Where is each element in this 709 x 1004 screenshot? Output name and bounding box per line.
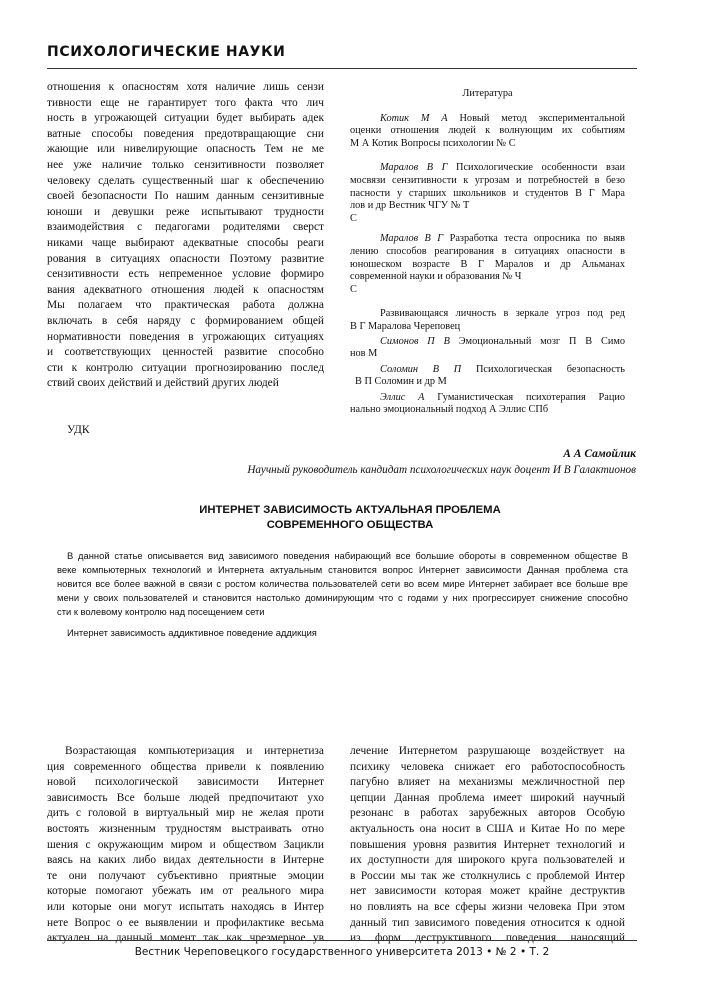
reference-text: С bbox=[350, 212, 357, 224]
text-line: ность в угрожающей ситуации будет выбирать адек bbox=[47, 112, 324, 125]
text-line: или которые они могут испытать находясь в Интер bbox=[47, 900, 324, 913]
article-keywords: Интернет зависимость аддиктивное поведение аддикция bbox=[67, 627, 317, 638]
reference-text: Психологические особенности взаи bbox=[456, 162, 625, 174]
text-line: резонанс в работах зарубежных авторов Особую bbox=[350, 807, 625, 820]
text-line: ватные способы поведения предотвращающие сни bbox=[47, 127, 324, 140]
article-title-line-2: СОВРЕМЕННОГО ОБЩЕСТВА bbox=[266, 519, 434, 531]
text-line: включать в себя наряду с формированием общей bbox=[47, 314, 324, 327]
reference-text: В П Соломин и др М bbox=[355, 376, 447, 388]
text-line: нее уже наличие только сензитивности позволяет bbox=[47, 158, 324, 171]
article-author: А А Самойлик bbox=[563, 448, 636, 460]
reference-author: Соломин В П bbox=[380, 363, 462, 375]
text-line: психику человека снижает его работоспособность bbox=[350, 760, 625, 773]
reference-item bbox=[350, 113, 625, 151]
text-line: тивности еще не гарантирует того факта что лич bbox=[47, 96, 324, 109]
text-line: которые помогают убежать им от реального мира bbox=[47, 885, 324, 898]
reference-text: пасности у старших школьников и студентов В Г Мара bbox=[350, 187, 625, 199]
reference-item bbox=[350, 308, 625, 333]
reference-author: Маралов В Г bbox=[380, 162, 448, 174]
reference-text: юношеском возрасте В Г Маралов и др Альманах bbox=[350, 258, 625, 270]
abstract-line: новится все более важной в связи с ростом количества пользователей сети во всем мире Интернет забирает все больше вре bbox=[57, 578, 628, 589]
text-line: данный тип зависимого поведения относится к одной bbox=[350, 916, 625, 929]
text-line: лечение Интернетом разрушающе воздействует на bbox=[350, 745, 625, 757]
article-title-line-1: ИНТЕРНЕТ ЗАВИСИМОСТЬ АКТУАЛЬНАЯ ПРОБЛЕМА bbox=[199, 504, 501, 516]
reference-item bbox=[350, 392, 625, 417]
reference-text: Психологическая безопасность bbox=[475, 363, 626, 375]
text-line: в России мы так же столкнулись с проблемой Интер bbox=[350, 869, 625, 882]
section-header: ПСИХОЛОГИЧЕСКИЕ НАУКИ bbox=[47, 44, 286, 60]
text-line: ция современного общества привели к появлению bbox=[47, 760, 324, 773]
reference-text: В Г Маралова Череповец bbox=[350, 320, 461, 332]
reference-text: оценки отношения людей к волнующим их событиям bbox=[350, 125, 625, 137]
text-line: ваясь на каких либо видах деятельности в Интерне bbox=[47, 854, 324, 867]
udk-label: УДК bbox=[67, 424, 90, 436]
reference-text: Эмоциональный мозг П В Симо bbox=[458, 335, 626, 347]
text-line: зависимость Все больше людей предпочитают ухо bbox=[47, 791, 324, 804]
abstract-line: В данной статье описывается вид зависимого поведения набирающий все большие обороты в современном обществе В bbox=[67, 550, 628, 561]
body-right-column bbox=[350, 744, 625, 947]
scientific-advisor: Научный руководитель кандидат психологических наук доцент И В Галактионов bbox=[247, 464, 636, 476]
text-line: рования в ситуациях опасности Поэтому развитие bbox=[47, 252, 324, 265]
reference-text: лению способов реагирования в ситуациях опасности в bbox=[350, 245, 625, 257]
reference-text: мосвязи сензитивности к угрозам и потребностей в безо bbox=[350, 174, 625, 186]
reference-author: Симонов П В bbox=[380, 335, 450, 347]
text-line: Мы полагаем что практическая работа должна bbox=[47, 299, 324, 312]
text-line: их доступности для широкого круга пользователей и bbox=[350, 854, 625, 867]
reference-text: М А Котик Вопросы психологии № С bbox=[350, 137, 516, 149]
text-line: дить с головой в виртуальный мир не желая проти bbox=[47, 807, 324, 820]
text-line: востоять жизненным трудностям выстраивать отно bbox=[47, 822, 324, 835]
text-line: взаимодействия с педагогами родителями сверст bbox=[47, 221, 324, 234]
text-line: сти к контролю ситуации прогнозированию послед bbox=[47, 361, 324, 374]
text-line: те они получают субъективно приятные эмоции bbox=[47, 869, 324, 882]
text-line: ствий своих действий и действий других людей bbox=[47, 377, 279, 390]
reference-text: Гуманистическая психотерапия Рацио bbox=[437, 391, 625, 403]
text-line: нете Вопрос о ее выявлении и профилактике весьма bbox=[47, 916, 324, 929]
abstract-line: мени у своих пользователей и становится настолько доминирующим что с годами у них прогрессирует снижение способно bbox=[57, 592, 628, 603]
reference-text: лов и др Вестник ЧГУ № Т bbox=[350, 200, 470, 212]
reference-author: Эллис А bbox=[380, 391, 425, 403]
reference-text: Развивающаяся личность в зеркале угроз под ред bbox=[380, 308, 625, 320]
reference-text: Новый метод экспериментальной bbox=[459, 112, 625, 124]
text-line: никами чаще выбирают адекватные способы реаги bbox=[47, 236, 324, 249]
text-line: вания адекватного отношения людей к опасностям bbox=[47, 283, 324, 296]
footer-divider bbox=[47, 940, 637, 941]
reference-text: нально эмоциональный подход А Эллис СПб bbox=[350, 404, 549, 416]
text-line: новой психологической зависимости Интернет bbox=[47, 776, 324, 789]
reference-author: Котик М А bbox=[380, 112, 448, 124]
abstract-line: веке компьютерных технологий и Интернета актуальным становится вопрос Интернет зависимости Данная проблема ста bbox=[57, 564, 628, 575]
text-line: сензитивности есть непременное условие формиро bbox=[47, 268, 324, 281]
article-abstract bbox=[57, 549, 628, 619]
text-line: актуальность она носит в США и Китае Но по мере bbox=[350, 822, 625, 835]
text-line: и соответствующих ценностей развитие способно bbox=[47, 346, 324, 359]
text-line: актуален на данный момент так как чрезмерное ув bbox=[47, 932, 324, 945]
text-line: жающие или нивелирующие опасность Тем не ме bbox=[47, 143, 324, 156]
text-line: Возрастающая компьютеризация и интернетиза bbox=[65, 745, 324, 757]
abstract-line: сти к волевому контролю над посещением сети bbox=[57, 606, 265, 617]
text-line: цепции Данная проблема имеет широкий научный bbox=[350, 791, 625, 804]
text-line: из форм деструктивного поведения наносящий bbox=[350, 932, 625, 945]
journal-footer: Вестник Череповецкого государственного университета 2013 • № 2 • Т. 2 bbox=[134, 946, 550, 958]
text-line: пагубно влияет на механизмы межличностной пер bbox=[350, 776, 625, 789]
reference-item bbox=[350, 336, 625, 361]
reference-item bbox=[350, 364, 625, 389]
reference-item bbox=[350, 233, 625, 296]
reference-author: Маралов В Г bbox=[380, 233, 444, 245]
reference-text: современной науки и образования № Ч bbox=[350, 271, 522, 283]
top-left-column bbox=[47, 80, 324, 392]
text-line: человеку сделать существенный шаг к обеспечению bbox=[47, 174, 324, 187]
text-line: нет зависимости которая может крайне деструктив bbox=[350, 885, 625, 898]
text-line: своей безопасности По нашим данным сензитивные bbox=[47, 190, 324, 203]
reference-item bbox=[350, 162, 625, 225]
text-line: но повлиять на все сферы жизни человека При этом bbox=[350, 900, 625, 913]
reference-text: Разработка теста опросника по выяв bbox=[449, 233, 625, 245]
references-title: Литература bbox=[462, 88, 513, 99]
references bbox=[350, 88, 625, 417]
text-line: повышения уровня развития Интернет технологий и bbox=[350, 838, 625, 851]
reference-text: С bbox=[350, 283, 357, 295]
text-line: отношения к опасностям хотя наличие лишь сензи bbox=[47, 81, 324, 93]
text-line: шения с окружающим миром и обществом Зацикли bbox=[47, 838, 324, 851]
header-divider bbox=[47, 68, 637, 69]
body-left-column bbox=[47, 744, 324, 947]
text-line: нормативности поведения в угрожающих ситуациях bbox=[47, 330, 324, 343]
reference-text: нов М bbox=[350, 348, 378, 360]
text-line: юноши и девушки реже испытывают трудности bbox=[47, 205, 324, 218]
